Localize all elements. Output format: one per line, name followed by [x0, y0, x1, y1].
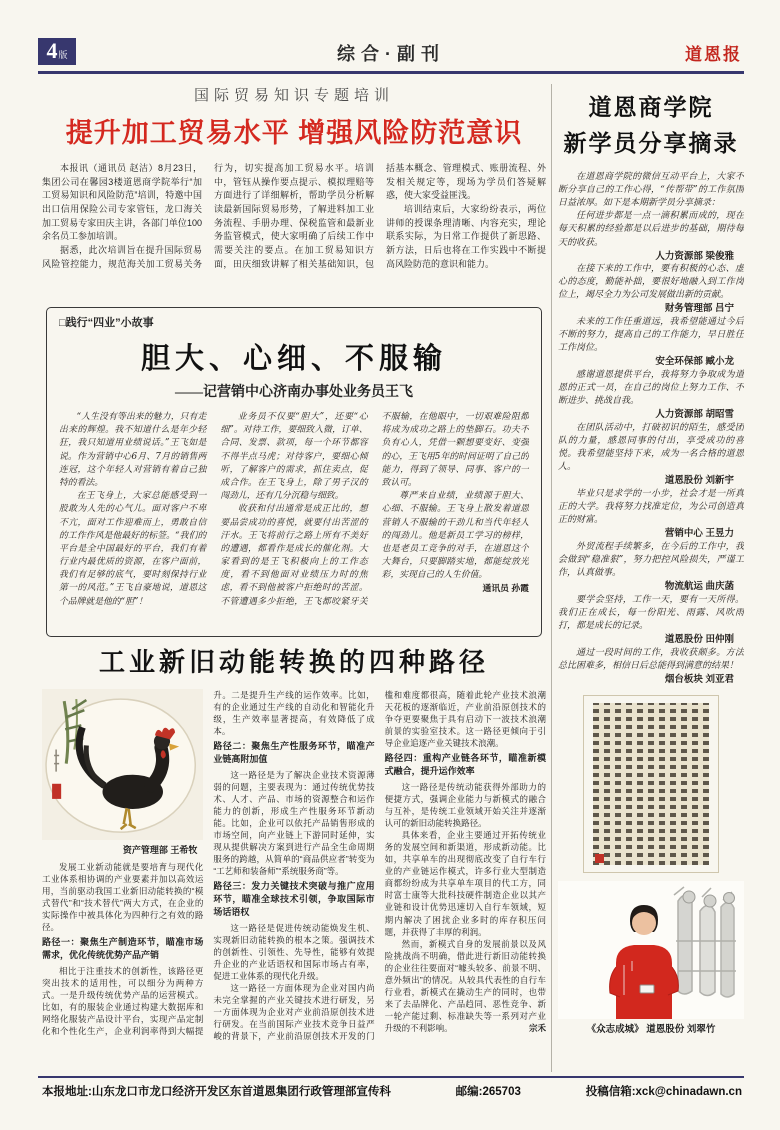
story-subtitle: ——记营销中心济南办事处业务员王飞	[175, 385, 413, 400]
entry-text: 任何进步都是一点一滴积累而成的，现在每天积累的经验都是以后进步的基础，期待每天的收获。	[558, 211, 744, 248]
paragraph: 这一路径是为了解决企业技术资源薄弱的问题，主要表现为：通过传统优势技术、人才、产品、市场的资源整合和运作能力的创新，形成生产性服务环节新动能。比如，企业可以依托产品销售形成的市场空间，向产业链上下游同时延伸，实现从提供解决方案到进行产品全生命周期服务的跨越，从简单的“商品供应者”转变为“工艺师和装备师”“系统服务商”等。	[213, 769, 375, 877]
entry-author: 安全环保部 臧小龙	[655, 356, 734, 368]
entry-author: 道恩股份 田仲刚	[664, 633, 734, 645]
college-title-line1: 道恩商学院	[588, 94, 714, 120]
entry-author: 道恩股份 刘新宇	[664, 475, 734, 487]
paragraph: 在王飞身上，大家总能感受到一股敢为人先的心气儿。面对客户不卑不亢，面对工作迎难而上，勇敢自信的工作作风是他最好的标签。“我们的平台是全中国最好的平台，我们有着行业内最优质的资源，在客户面前，我们有足够的底气，要时刻保持行业第一的风范。”王飞自豪地说，道恩这个品牌就是他的“胆”！	[59, 491, 207, 607]
paragraph: 据悉，此次培训旨在提升国际贸易风险管控能力，规范海关加工贸易关务行为，切实提高加工贸易水平。培训中，管钰从操作要点提示、模拟理赔等方面进行了详细解析，帮助学员分析解读最新国际贸易形势，了解进料加工业务流程、手册办理、保税监管和最新业务监管模式，使大家明确了后续工作中需要关注的要点。在加工贸易知识方面，田庆细致讲解了相关基础知识，包括基本概念、管理模式、账册流程、外发相关规定等，现场为学员们答疑解惑，使大家受益匪浅。	[42, 163, 546, 269]
article-body	[42, 162, 546, 302]
paragraph: 这一路径是传统动能获得外部助力的便捷方式，强调企业能力与新模式的融合与互补，是传统工业领域开始关注并逐渐认可的新旧动能转换路径。	[384, 781, 546, 829]
paragraph-text: 然而，新模式自身的发展前景以及风险挑战尚不明确，借此进行新旧动能转换的企业往往要面对“噱头较多、前景不明、意外频出”的情况。从较具代表性的自行车行业看，新模式在撬动生产的同时，也带来了去品牌化、产品趋同、恶性竞争、新一轮产能过剩、标准缺失等一系列对产业升级的不利影响。	[384, 938, 546, 1034]
entry-author: 财务管理部 吕宁	[664, 303, 734, 315]
section-title: 综合·副刊	[337, 44, 445, 64]
painting-caption: 《众志成城》 道恩股份 刘翠竹	[586, 1024, 716, 1036]
header-rule	[38, 71, 744, 74]
column-divider	[551, 84, 552, 1072]
industry-byline: 宗禾	[528, 1023, 546, 1034]
paragraph: 业务员不仅要“胆大”，还要“心细”。对待工作，要细致入微，订单、合同、发票、款项，每一个环节都容不得半点马虎；对待客户，要细心倾听，了解客户的需求，抓住卖点，促成合作。在王飞身上，除了男子汉的闯劲儿，还有几分沉稳与细致。	[220, 412, 368, 502]
unity-painting-figure	[558, 881, 744, 1035]
entry-author: 物流航运 曲庆菡	[664, 581, 734, 593]
footer-email: 投稿信箱:xck@chinadawn.cn	[585, 1086, 742, 1098]
college-body	[558, 171, 744, 687]
paragraph: 这一路径一方面体现为企业对国内尚未完全掌握的产业关键技术进行研发，另一方面体现为企业对产业前沿原创技术进行研发。在当前国际产业技术竞争日益严峻的背景下，产业前沿原创技术开发的门槛和难度都很高，随着此轮产业技术浪潮天花板的逐渐临近，产业前沿原创技术的争夺更要聚焦于具有启动下一波技术浪潮前景的实验室技术。这一路径更倾向于引导企业追逐产业关键技术浪潮。	[213, 690, 546, 1042]
entry-text: 外贸流程手续繁多，在今后的工作中，我会做到“稳准狠”，努力把控风险损失，严谨工作，认真做事。	[558, 541, 744, 578]
paragraph	[381, 490, 529, 594]
paragraph: 相比于注重技术的创新性，该路径更突出技术的适用性，可以细分为两种方式。一是升级传统优势产品的运营模式。比如，有的服装企业通过构建大数据库和网络化服装产品设计平台，实现产品定制化和个性化生产，企业利润率得到大幅提升。二是提升生产线的运作效率。比如，有的企业通过生产线的自动化和智能化升级，生产效率显著提高，有效降低了成本。	[42, 690, 375, 1037]
path3-subhead: 路径三：发力关键技术突破与推广应用环节，瞄准全球技术引领，争取国际市场话语权	[213, 881, 375, 917]
article-kicker: 国际贸易知识专题培训	[193, 87, 394, 104]
entry-text: 在接下来的工作中，要有积极的心态、虚心的态度，勤能补拙，要很好地融入到工作岗位上，竭尽全力为公司发展做出新的贡献。	[558, 264, 744, 301]
college-title	[558, 90, 744, 161]
footer-rule	[38, 1076, 744, 1078]
trade-training-article	[42, 82, 546, 302]
entry-text: 通过一段时间的工作，我收获颇多。方法总比困难多，相信日后总能得到满意的结果！	[558, 647, 744, 671]
unity-painting-image	[558, 881, 744, 1019]
college-entries	[558, 210, 744, 686]
entry-author: 人力资源部 胡昭雪	[655, 409, 734, 421]
calligraphy-artwork	[583, 695, 719, 873]
path1-subhead: 路径一：聚焦生产制造环节，瞄准市场需求，优化传统优势产品产销	[42, 937, 204, 961]
paragraph: “人生没有等出来的魅力，只有走出来的辉煌。我不知道什么是年少轻狂，我只知道用业绩说话。”王飞如是说。作为营销中心6月、7月的销售两连冠，这个年轻人对营销有着自己独特的看法。	[59, 412, 207, 488]
page-number-label: 版	[58, 50, 68, 60]
story-byline: 通讯员 孙霞	[482, 583, 529, 594]
paper-name-logo: 道恩报	[685, 45, 742, 64]
paragraph: 发展工业新动能就是要培育与现代化工业体系相协调的产业要素并加以高效运用，当前驱动我国工业新旧动能转换的“模式替代”和“技术替代”两大方式，在企业的实际操作中被具体化为四种行之有效的路径。	[42, 862, 204, 933]
college-intro: 在道恩商学院的微信互动平台上，大家不断分享自己的工作心得，“传帮带”的工作氛围日益浓厚。如下是本期新学员分享摘录：	[558, 172, 744, 209]
page-header	[38, 38, 744, 68]
paragraph: 这一路径是促进传统动能焕发生机、实现新旧动能转换的根本之策。强调技术的创新性、引领性、先导性，能够有效提升企业的产业话语权和国际市场占有率，促进工业体系的现代化升级。	[213, 922, 375, 981]
story-headline: 胆大、心细、不服输	[140, 343, 447, 375]
paragraph-text: 尊严来自业绩，业绩源于胆大、心细、不服输。王飞身上散发着道恩营销人不服输的干劲儿和当代年轻人的闯劲儿。他是新员工学习的榜样，也是老员工竞争的对手，在道恩这个大舞台，只要脚踏实地，都能绽放光彩，实现自己的人生价值。	[381, 491, 529, 581]
entry-text: 毕业只是求学的一小步，社会才是一所真正的大学。我将努力找准定位，为公司创造真正的财富。	[558, 489, 744, 526]
page-number: 4	[46, 38, 58, 63]
footer-address: 本报地址:山东龙口市龙口经济开发区东首道恩集团行政管理部宣传科	[42, 1086, 391, 1098]
footer-postcode: 邮编:265703	[455, 1086, 521, 1098]
entry-author: 人力资源部 梁俊雅	[655, 250, 734, 262]
footer	[42, 1083, 742, 1099]
seal-icon	[595, 854, 604, 863]
story-body	[59, 411, 529, 613]
business-school-column	[558, 86, 744, 1035]
paragraph: 本报讯（通讯员 赵洁）8月23日，集团公司在馨园3楼道恩商学院举行“加工贸易知识和风险防范”培训，特邀中国出口信用保险公司专家管钰，龙口海关加工贸易专家田庆主讲，各部门单位100余名员工参加培训。	[42, 163, 202, 242]
industry-article	[42, 642, 546, 1071]
rooster-painting-image	[42, 689, 203, 840]
entry-text: 在团队活动中，打破初识的陌生，感受团队的力量，感恩同事的付出，享受成功的喜悦。我希望能坚持下来，成为一名合格的道恩人。	[558, 423, 744, 473]
entry-author: 烟台板块 刘亚君	[664, 673, 734, 685]
paragraph: 培训结束后，大家纷纷表示，两位讲师的授课条理清晰、内容充实，理论联系实际，为日常工作提供了新思路、新方法，日后也将在工作实践中不断提高风险防范的意识和能力。	[386, 204, 546, 269]
college-title-line2: 新学员分享摘录	[563, 129, 739, 156]
article-headline-red: 提升加工贸易水平 增强风险防范意识	[65, 118, 523, 148]
industry-headline: 工业新旧动能转换的四种路径	[98, 647, 489, 677]
story-box	[46, 307, 542, 637]
path2-subhead: 路径二：聚焦生产性服务环节，瞄准产业链高附加值	[213, 741, 375, 765]
entry-text: 要学会坚持，工作一天，要有一天所得。我们正在成长，每一份阳光、雨露、风吹雨打，都是成长的记录。	[558, 594, 744, 631]
story-series-tag: □践行“四业”小故事	[59, 317, 154, 329]
paragraph	[385, 938, 546, 1035]
entry-text: 感谢道恩提供平台，我将努力争取成为道恩的正式一员，在自己的岗位上努力工作、不断进步、挑战自我。	[558, 370, 744, 407]
entry-text: 未来的工作任重道远，我希望能通过今后不断的努力，提高自己的工作能力，早日胜任工作岗位。	[558, 317, 744, 354]
paragraph: 具体来看，企业主要通过开拓传统业务的发展空间和新渠道，形成新动能。比如，共享单车的出现彻底改变了自行车行业的产业链运作模式，许多行业大型制造商都纷纷成为共享单车项目的代工方，同时富士康等大批科技硬件制造企业以其产业链和设计优势迅速切入自行车领域，短期内解决了困扰企业多时的库存积压问题，并获得了丰厚的利润。	[384, 830, 546, 937]
rooster-painting-figure	[42, 689, 203, 840]
rooster-caption: 资产管理部 王希牧	[122, 845, 198, 856]
paragraph: 收获和付出通常是成正比的，想要品尝成功的喜悦，就要付出苦涩的汗水。王飞将前行之路上所有不美好的遭遇，都看作是成长的催化剂。大家看到的是王飞积极向上的工作态度，看不到他面对业绩压力时的焦虑，看不到他被客户拒绝时的苦涩。不管遭遇多少拒绝，王飞都咬紧牙关不服输，在他眼中，一切艰难险阻都将成为成功之路上的垫脚石。功夫不负有心人，凭借一颗想要变好、变强的心，王飞用5年的时间证明了自己的能力，得到了领导、同事、客户的一致认可。	[220, 412, 529, 607]
path4-subhead: 路径四：重构产业链各环节，瞄准新模式融合，提升运作效率	[384, 753, 546, 777]
industry-body	[42, 689, 546, 1071]
entry-author: 营销中心 王昱力	[664, 528, 734, 540]
